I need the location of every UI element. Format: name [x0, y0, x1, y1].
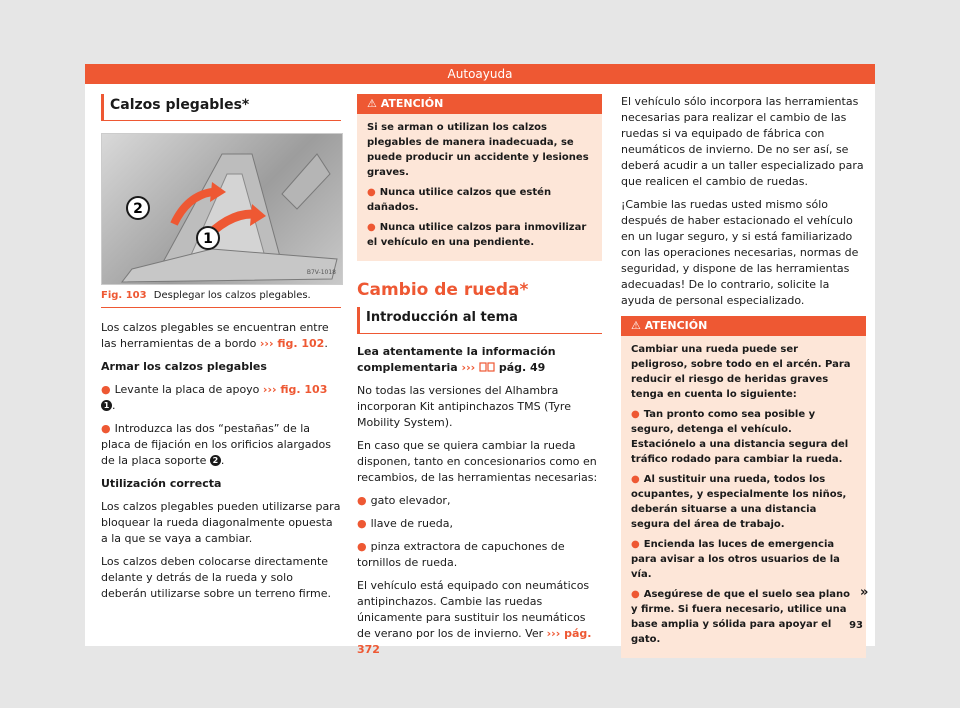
- callout-badge-1: 1: [101, 400, 112, 411]
- uso-paragraph-2: Los calzos deben colocarse directamente delante y detrás de la rueda y solo deberán utilizarse sobre un terreno firme.: [101, 555, 332, 600]
- bullet-icon: ●: [631, 409, 640, 420]
- heading-uso: Utilización correcta: [101, 477, 222, 490]
- column-left: [101, 94, 341, 609]
- tool-text: pinza extractora de capuchones de tornillos de rueda.: [357, 540, 565, 569]
- warning-item-text: Asegúrese de que el suelo sea plano y firme. Si fuera necesario, utilice una base amplia y sólida para apoyar el gato.: [631, 589, 850, 645]
- bullet-icon: ●: [357, 494, 367, 507]
- callout-badge-2: 2: [210, 455, 221, 466]
- heading-armar: Armar los calzos plegables: [101, 360, 267, 373]
- warning-item: [631, 537, 856, 582]
- figure-caption-text: Desplegar los calzos plegables.: [153, 290, 311, 301]
- section-title-calzos: Calzos plegables*: [101, 94, 341, 121]
- fig-102-link[interactable]: ››› fig. 102: [259, 337, 325, 350]
- warning-text: Cambiar una rueda puede ser peligroso, sobre todo en el arcén. Para reducir el riesgo de heridas graves tenga en cuenta lo siguiente:: [631, 344, 851, 400]
- tool-item: [357, 539, 602, 571]
- armar-1-text: Levante la placa de apoyo: [114, 383, 260, 396]
- figure-code: B7V-1018: [306, 269, 336, 276]
- warning-item: [631, 407, 856, 467]
- warning-body: [621, 336, 869, 658]
- bullet-icon: ●: [101, 383, 111, 396]
- fig-103-link[interactable]: ››› fig. 103: [262, 383, 328, 396]
- tool-text: llave de rueda,: [370, 517, 453, 530]
- list-item-armar-1: ● Levante la placa de apoyo ››› fig. 103 1 .: [101, 383, 328, 412]
- bullet-icon: ●: [357, 540, 367, 553]
- bullet-icon: ●: [631, 589, 640, 600]
- warning-item: [367, 220, 592, 250]
- bullet-icon: ●: [101, 422, 111, 435]
- warning-triangle-icon: ⚠: [631, 319, 641, 332]
- page-number: 93: [849, 620, 863, 631]
- column-middle: [357, 94, 602, 665]
- intro-text: Los calzos plegables se encuentran entre las herramientas de a bordo: [101, 321, 329, 350]
- paragraph-incorpora: El vehículo sólo incorpora las herramientas necesarias para realizar el cambio de las ruedas si va equipado de fábrica con neumáticos de invierno. De no ser así, se deberá acudir a un taller especializado para que realicen el cambio de ruedas.: [621, 95, 864, 188]
- warning-text: Si se arman o utilizan los calzos plegables de manera inadecuada, se puede producir un accidente y lesiones graves.: [367, 122, 589, 178]
- paragraph-herramientas: En caso que se quiera cambiar la rueda disponen, tanto en concesionarios como en recambios, de las herramientas necesarias:: [357, 439, 598, 484]
- warning-box-calzos: [357, 94, 602, 261]
- figure-calzos: [101, 133, 343, 285]
- bullet-icon: ●: [367, 222, 376, 233]
- right-arrow-icon: »: [860, 585, 869, 600]
- callout-2: 2: [133, 201, 143, 217]
- figure-number: Fig. 103: [101, 290, 147, 301]
- warning-item: [367, 185, 592, 215]
- bullet-icon: ●: [631, 539, 640, 550]
- warning-item-text: Nunca utilice calzos para inmovilizar el vehículo en una pendiente.: [367, 222, 587, 248]
- warning-item-text: Nunca utilice calzos que estén dañados.: [367, 187, 552, 213]
- paragraph-versiones: No todas las versiones del Alhambra incorporan Kit antipinchazos TMS (Tyre Mobility System).: [357, 384, 571, 429]
- warning-item: [631, 472, 856, 532]
- paragraph-neumaticos: [357, 578, 602, 658]
- read-arrows: ›››: [461, 361, 476, 374]
- tool-text: gato elevador,: [370, 494, 451, 507]
- page-49-link[interactable]: pág. 49: [498, 361, 546, 374]
- warning-title: ATENCIÓN: [644, 319, 708, 332]
- neumaticos-text: El vehículo está equipado con neumáticos antipinchazos. Cambie las ruedas únicamente para sustituir los neumáticos de verano por los de invierno. Ver: [357, 579, 590, 640]
- armar-2-text: Introduzca las dos “pestañas” de la placa de fijación en los orificios alargados de la placa soporte: [101, 422, 331, 467]
- figure-caption: [101, 289, 341, 308]
- chapter-header: Autoayuda: [85, 64, 875, 84]
- read-note: [357, 344, 602, 376]
- tool-item: [357, 493, 602, 509]
- subsection-title: Introducción al tema: [357, 307, 602, 334]
- uso-paragraph-1: Los calzos plegables pueden utilizarse para bloquear la rueda diagonalmente opuesta a la que se vaya a cambiar.: [101, 500, 341, 545]
- warning-box-rueda: [621, 316, 869, 658]
- bullet-icon: ●: [367, 187, 376, 198]
- book-icon: [479, 362, 495, 372]
- bullet-icon: ●: [357, 517, 367, 530]
- column-right: [621, 94, 869, 676]
- warning-triangle-icon: ⚠: [367, 97, 377, 110]
- bullet-icon: ●: [631, 474, 640, 485]
- chapter-title-cambio: Cambio de rueda*: [357, 280, 529, 300]
- list-item-armar-2: ● Introduzca las dos “pestañas” de la placa de fijación en los orificios alargados de la placa soporte 2 .: [101, 422, 331, 467]
- manual-page: [85, 64, 875, 656]
- warning-header: [621, 316, 866, 336]
- chock-illustration: [102, 134, 342, 284]
- warning-item-text: Al sustituir una rueda, todos los ocupantes, y especialmente los niños, deberán situarse a una distancia segura del área de trabajo.: [631, 474, 847, 530]
- page-372-link[interactable]: ››› pág. 372: [357, 627, 592, 656]
- warning-item-text: Tan pronto como sea posible y seguro, detenga el vehículo. Estaciónelo a una distancia segura del tráfico rodado para cambiar la rueda.: [631, 409, 849, 465]
- warning-item: [631, 587, 856, 647]
- warning-header: [357, 94, 602, 114]
- paragraph-cambie: ¡Cambie las ruedas usted mismo sólo después de haber estacionado el vehículo en un lugar seguro, y si está familiarizado con las operaciones necesarias, normas de seguridad, y dispone de las herramientas adecuadas! De lo contrario, solicite la ayuda de personal especializado.: [621, 198, 859, 307]
- callout-1: 1: [203, 231, 213, 247]
- warning-title: ATENCIÓN: [380, 97, 444, 110]
- warning-body: [357, 114, 602, 261]
- tool-item: [357, 516, 602, 532]
- read-note-text: Lea atentamente la información complementaria: [357, 345, 556, 374]
- intro-paragraph: Los calzos plegables se encuentran entre las herramientas de a bordo ››› fig. 102.: [101, 321, 329, 350]
- warning-item-text: Encienda las luces de emergencia para avisar a los otros usuarios de la vía.: [631, 539, 840, 580]
